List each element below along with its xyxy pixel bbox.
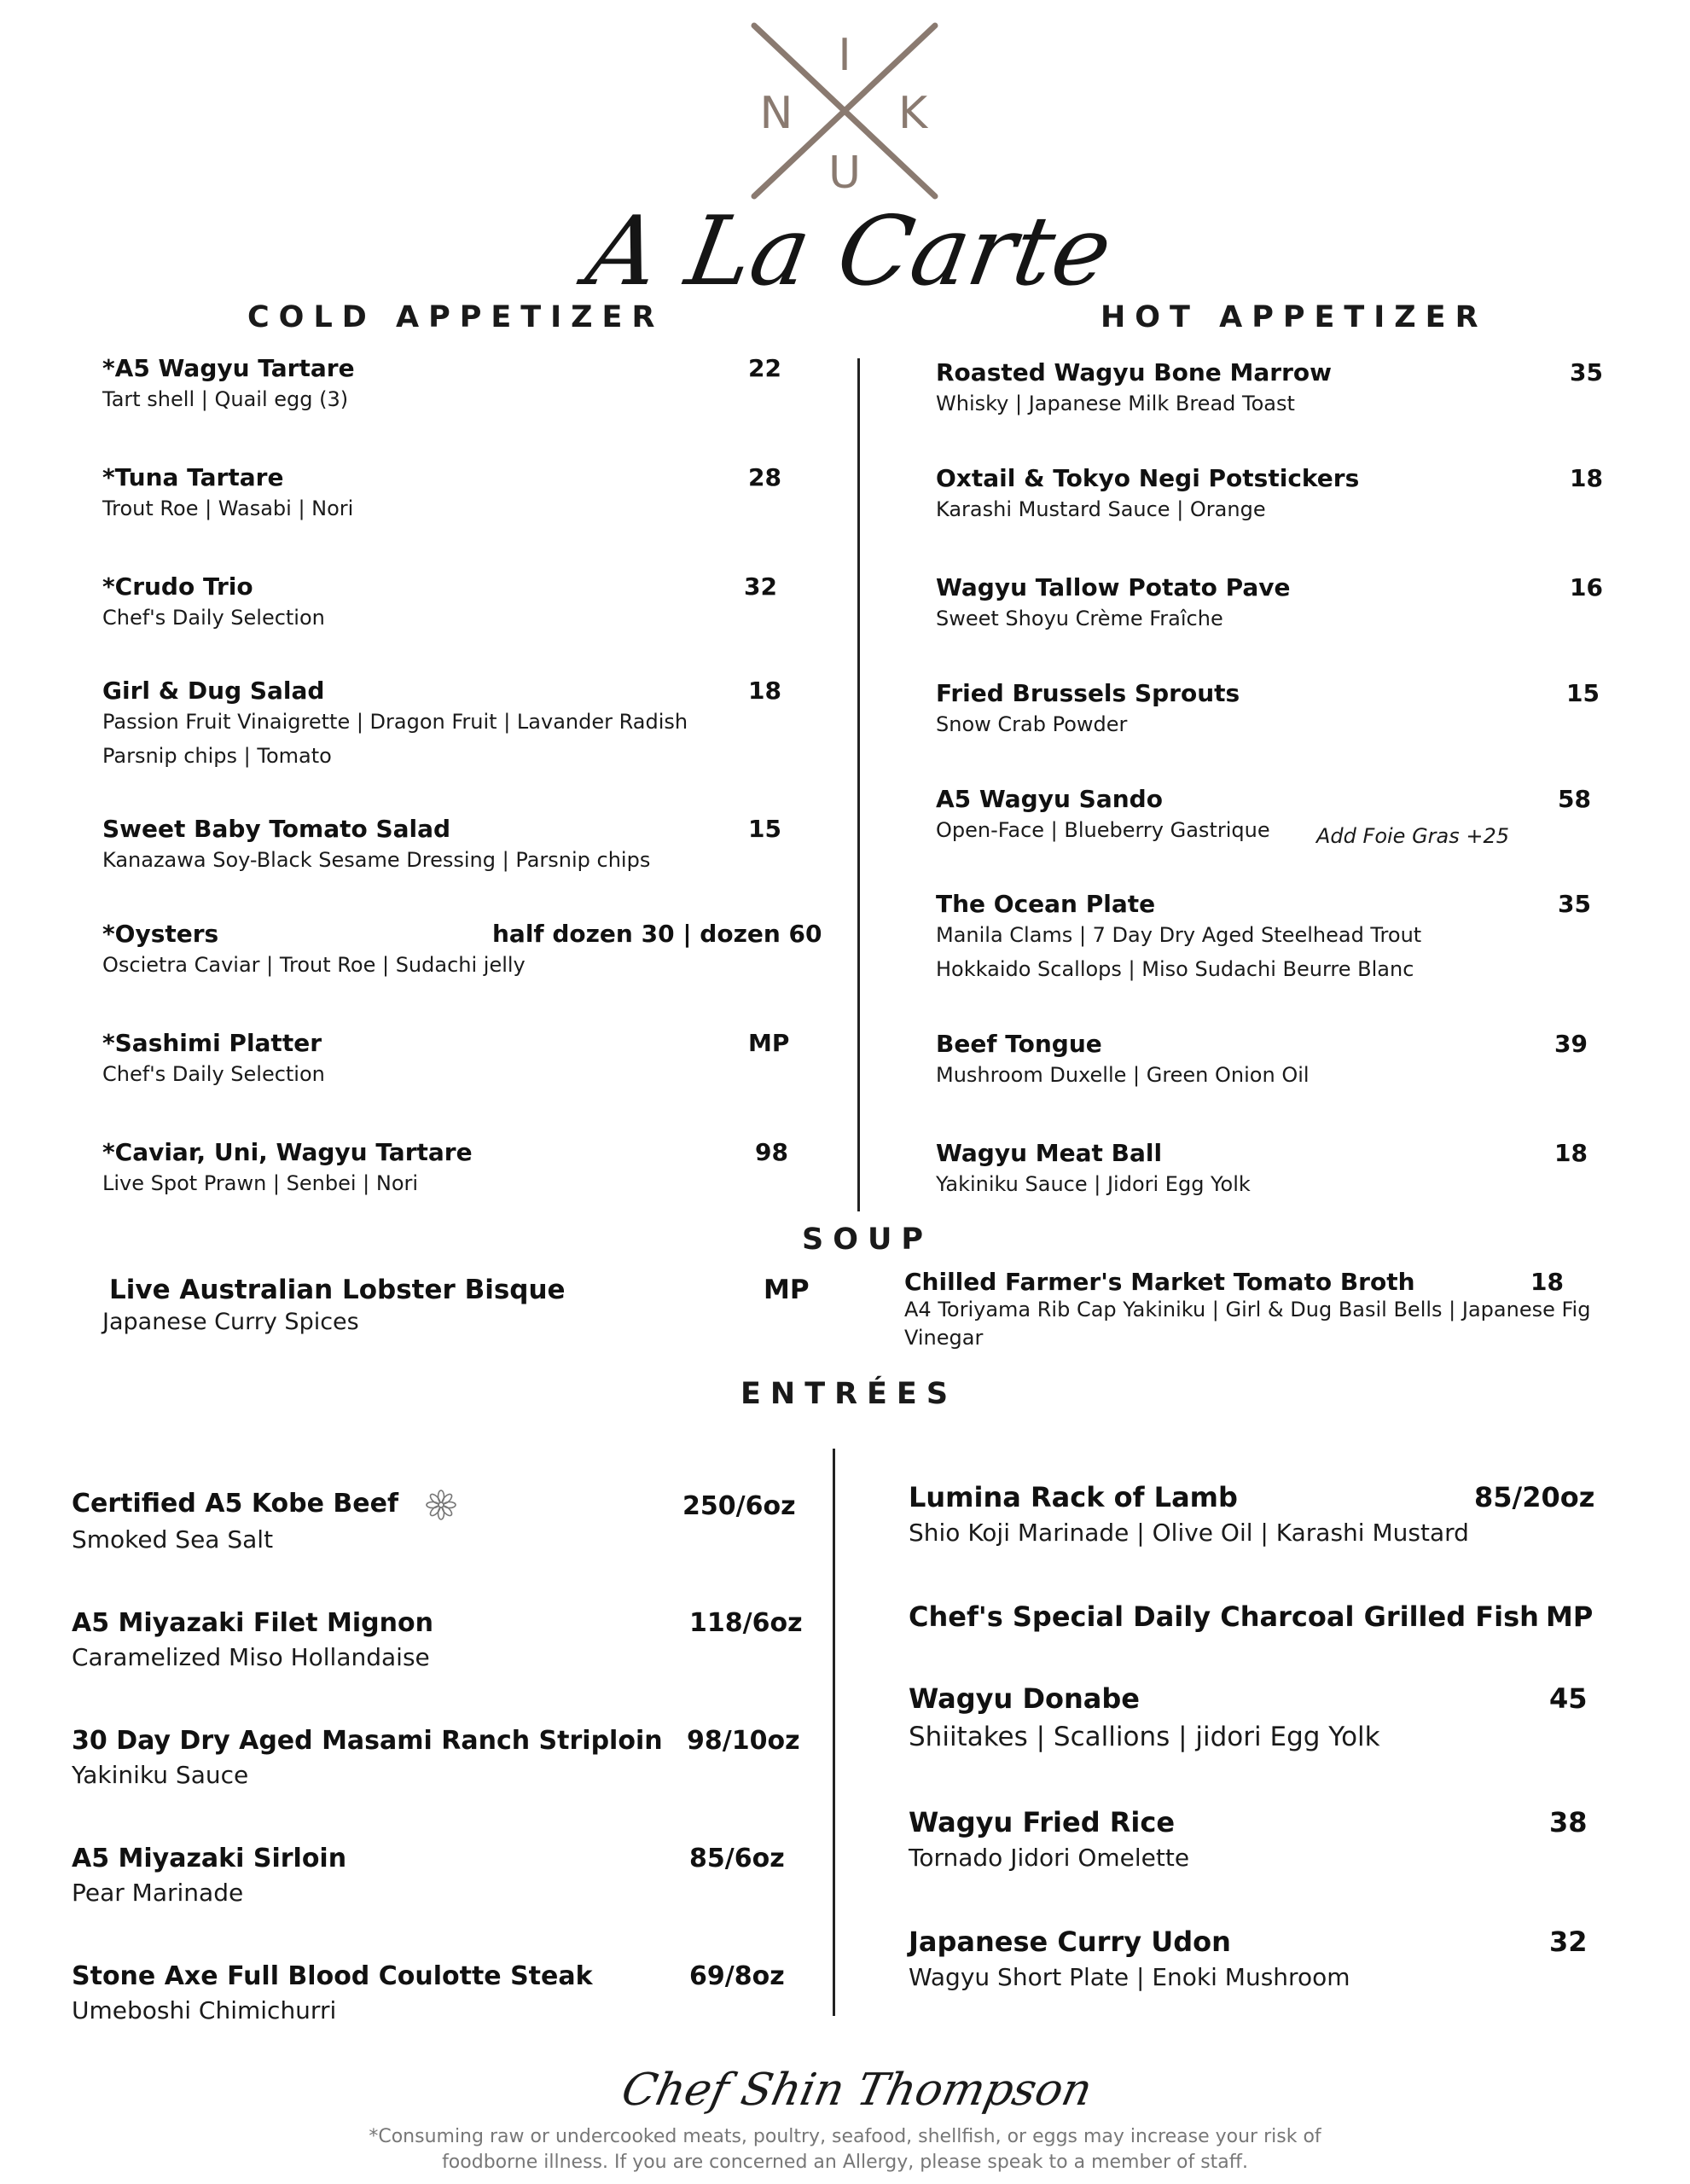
item-desc: Mushroom Duxelle | Green Onion Oil [936,1063,1310,1087]
item-price: 18 [1570,464,1603,492]
menu-item [72,1726,663,1795]
item-desc: Vinegar [904,1326,984,1350]
item-desc: Wagyu Short Plate | Enoki Mushroom [909,1963,1350,1991]
disclaimer-line: foodborne illness. If you are concerned an Allergy, please speak to a member of staff. [442,2152,1248,2173]
item-price: 32 [1549,1926,1588,1958]
item-price: 15 [1566,679,1600,707]
item-price: 58 [1558,785,1591,813]
item-price: 85/6oz [689,1844,785,1873]
menu-item [102,677,688,773]
menu-item [909,1600,1539,1633]
menu-item [909,1682,1380,1759]
item-price: 18 [748,677,781,705]
item-name: *Crudo Trio [102,572,253,601]
item-price: 18 [1554,1139,1588,1167]
item-price: 118/6oz [689,1608,803,1638]
item-desc: Pear Marinade [72,1879,244,1907]
item-desc: Yakiniku Sauce | Jidori Egg Yolk [936,1172,1251,1196]
menu-item [72,1961,593,2030]
item-desc: Whisky | Japanese Milk Bread Toast [936,392,1295,415]
appetizer-divider [857,358,860,1211]
entrees-heading: ENTRÉES [740,1377,958,1411]
item-name: *Caviar, Uni, Wagyu Tartare [102,1138,473,1166]
item-name: Stone Axe Full Blood Coulotte Steak [72,1961,593,1991]
chef-signature [617,2052,1097,2129]
logo-letter-n: N [759,88,793,139]
menu-item [102,920,526,982]
inku-logo [742,17,947,205]
item-price: 15 [748,815,781,843]
item-desc: Oscietra Caviar | Trout Roe | Sudachi jelly [102,953,526,977]
item-desc: Yakiniku Sauce [72,1761,249,1789]
item-price: 85/20oz [1474,1481,1595,1513]
item-price: MP [1546,1600,1594,1633]
menu-item [936,573,1291,636]
item-price: 250/6oz [682,1491,796,1521]
item-desc: Live Spot Prawn | Senbei | Nori [102,1171,419,1195]
item-price: 69/8oz [689,1961,785,1991]
menu-item [936,1139,1251,1201]
soup-heading: SOUP [802,1223,933,1257]
item-name: Oxtail & Tokyo Negi Potstickers [936,464,1360,492]
item-desc: Tart shell | Quail egg (3) [102,387,349,411]
item-desc: Chef's Daily Selection [102,1062,325,1086]
item-name: Lumina Rack of Lamb [909,1481,1238,1513]
hot-appetizer-heading: HOT APPETIZER [1101,300,1488,334]
item-name: Fried Brussels Sprouts [936,679,1240,707]
item-name: Chef's Special Daily Charcoal Grilled Fish [909,1600,1539,1633]
item-name: Chilled Farmer's Market Tomato Broth [904,1268,1415,1296]
flower-icon [426,1490,456,1520]
item-desc: Japanese Curry Spices [102,1309,359,1335]
item-price: 22 [748,354,781,382]
item-desc: Open-Face | Blueberry Gastrique [936,818,1270,842]
item-name: A5 Wagyu Sando [936,785,1163,813]
menu-item [72,1489,456,1560]
item-desc: Trout Roe | Wasabi | Nori [102,497,354,520]
add-on-note: Add Foie Gras +25 [1316,824,1510,848]
item-price: 39 [1554,1030,1588,1058]
item-price: 18 [1530,1268,1564,1296]
cold-appetizer-heading: COLD APPETIZER [247,300,665,334]
logo-letter-i: I [838,30,851,81]
logo-letter-u: U [828,148,862,199]
item-desc: Shiitakes | Scallions | jidori Egg Yolk [909,1722,1380,1752]
item-name: *Tuna Tartare [102,463,284,491]
item-price: 35 [1570,358,1603,386]
item-price: 98/10oz [687,1726,800,1756]
item-desc: A4 Toriyama Rib Cap Yakiniku | Girl & Dug Basil Bells | Japanese Fig [904,1298,1591,1321]
entrees-divider [833,1449,835,2016]
item-desc: Smoked Sea Salt [72,1525,274,1554]
item-price: 32 [744,572,777,601]
item-name: Beef Tongue [936,1030,1102,1058]
item-name: 30 Day Dry Aged Masami Ranch Striploin [72,1726,663,1756]
item-name [72,1489,456,1520]
item-name: Wagyu Tallow Potato Pave [936,573,1291,601]
item-price: MP [748,1029,790,1057]
item-price: 38 [1549,1806,1588,1838]
item-desc: Caramelized Miso Hollandaise [72,1643,430,1671]
item-name: The Ocean Plate [936,890,1156,918]
item-desc: Chef's Daily Selection [102,606,325,630]
item-name: *Sashimi Platter [102,1029,322,1057]
logo-letter-k: K [897,88,928,139]
item-name: Wagyu Donabe [909,1682,1140,1715]
item-desc: Snow Crab Powder [936,712,1128,736]
menu-item [909,1806,1189,1878]
menu-item [936,785,1270,847]
page-title [578,192,1120,307]
menu-item [936,679,1240,741]
menu-item [936,1030,1310,1092]
menu-item [102,1029,325,1091]
menu-item [909,1481,1469,1553]
item-desc: Manila Clams | 7 Day Dry Aged Steelhead Trout [936,923,1422,947]
disclaimer-note [0,2124,1690,2175]
item-price: half dozen 30 | dozen 60 [492,920,822,948]
item-name: Live Australian Lobster Bisque [109,1275,566,1305]
item-price: 98 [755,1138,788,1166]
menu-item [72,1844,346,1913]
item-name-text: Certified A5 Kobe Beef [72,1489,399,1519]
menu-item [936,358,1332,421]
menu-item [102,354,355,416]
item-name: Girl & Dug Salad [102,677,325,705]
item-price: 35 [1558,890,1591,918]
disclaimer-line: *Consuming raw or undercooked meats, poultry, seafood, shellfish, or eggs may increase your risk of [369,2126,1321,2147]
menu-item [936,890,1421,986]
menu-item [102,815,650,877]
menu-item [102,1275,566,1339]
item-desc: Passion Fruit Vinaigrette | Dragon Fruit | Lavander Radish [102,710,688,734]
item-name: Japanese Curry Udon [909,1926,1231,1958]
item-name: Roasted Wagyu Bone Marrow [936,358,1333,386]
item-desc: Parsnip chips | Tomato [102,744,332,768]
item-desc: Sweet Shoyu Crème Fraîche [936,607,1223,630]
item-name: A5 Miyazaki Sirloin [72,1844,347,1873]
item-price: 28 [748,463,781,491]
item-name: *Oysters [102,920,219,948]
menu-item [72,1608,433,1677]
menu-item [909,1926,1350,1997]
item-desc: Hokkaido Scallops | Miso Sudachi Beurre Blanc [936,957,1414,981]
menu-item [102,1138,473,1200]
item-desc: Tornado Jidori Omelette [909,1844,1190,1872]
item-price: 45 [1549,1682,1588,1715]
item-desc: Karashi Mustard Sauce | Orange [936,497,1266,521]
item-desc: Kanazawa Soy-Black Sesame Dressing | Parsnip chips [102,848,651,872]
item-name: Wagyu Meat Ball [936,1139,1163,1167]
item-price: MP [764,1275,810,1305]
item-desc: Shio Koji Marinade | Olive Oil | Karashi Mustard [909,1519,1469,1547]
page-title-text: A La Carte [578,195,1120,307]
chef-signature-text: Chef Shin Thompson [617,2064,1097,2116]
item-name: *A5 Wagyu Tartare [102,354,355,382]
item-name: Sweet Baby Tomato Salad [102,815,451,843]
item-name: Wagyu Fried Rice [909,1806,1176,1838]
menu-item [102,572,325,635]
item-price: 16 [1570,573,1603,601]
item-desc: Umeboshi Chimichurri [72,1996,337,2024]
menu-item [102,463,353,526]
menu-item [936,464,1359,526]
item-name: A5 Miyazaki Filet Mignon [72,1608,433,1638]
menu-item [904,1268,1590,1352]
